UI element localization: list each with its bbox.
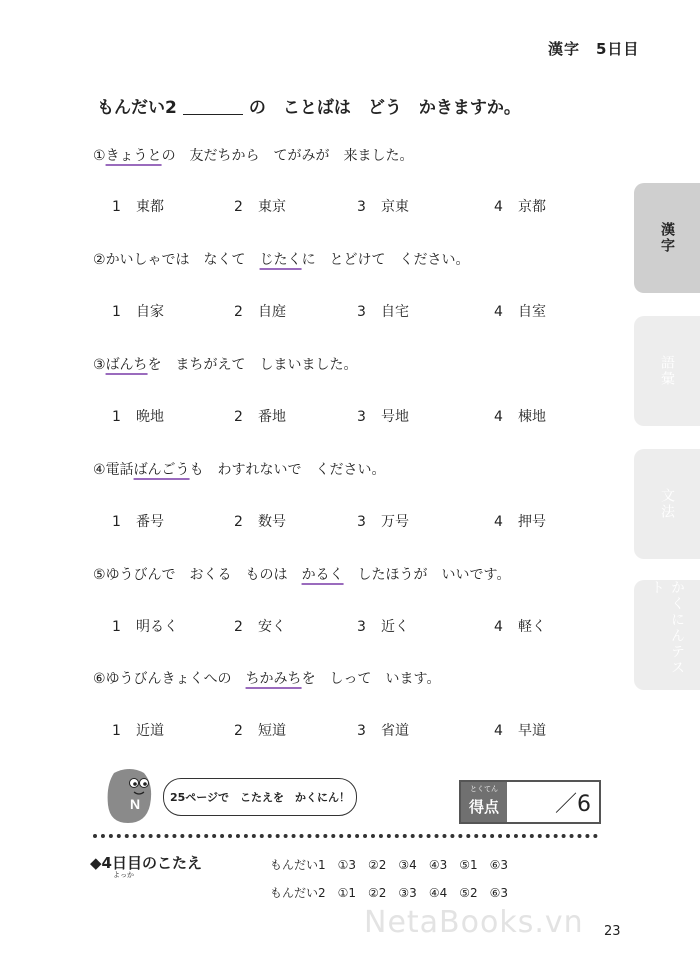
hint-bubble: 25ページで こたえを かくにん！ <box>163 778 357 816</box>
choice-label: 自室 <box>518 304 546 320</box>
choice-label: 晩地 <box>136 409 164 425</box>
question-text-post: に とどけて ください。 <box>301 252 470 268</box>
choice-5-3[interactable] <box>357 616 409 636</box>
question-number: ② <box>93 252 106 268</box>
choice-label: 短道 <box>258 723 286 739</box>
choice-label: 安く <box>258 619 286 635</box>
question-text-pre: ゆうびんきょくへの <box>105 671 246 687</box>
choice-3-3[interactable] <box>357 406 409 426</box>
question-5 <box>93 564 510 584</box>
choice-1-4[interactable] <box>494 196 546 216</box>
choice-4-2[interactable] <box>234 511 286 531</box>
choice-5-2[interactable] <box>234 616 286 636</box>
choice-number: 4 <box>494 619 503 635</box>
section-header: 漢字 5日目 <box>548 40 640 58</box>
mascot-letter: N <box>130 796 141 812</box>
score-ruby: とくてん <box>470 785 498 793</box>
choice-3-1[interactable] <box>112 406 164 426</box>
answers-title: ◆4日目のこたえ <box>90 854 202 872</box>
question-text-post: も わすれないで ください。 <box>189 462 386 478</box>
question-target-word: かるく <box>301 567 344 583</box>
choice-label: 番号 <box>136 514 164 530</box>
question-text-post: を まちがえて しまいました。 <box>147 357 358 373</box>
mondai-suffix: の ことばは どう かきますか。 <box>248 98 521 118</box>
choice-label: 号地 <box>381 409 409 425</box>
side-tab-bunpou[interactable]: 文法 <box>634 449 700 559</box>
choice-number: 3 <box>357 409 366 425</box>
choice-2-1[interactable] <box>112 301 164 321</box>
choice-label: 自家 <box>136 304 164 320</box>
choice-number: 1 <box>112 199 121 215</box>
choice-number: 1 <box>112 514 121 530</box>
question-target-word: じたく <box>259 252 302 268</box>
choice-label: 万号 <box>381 514 409 530</box>
choice-1-1[interactable] <box>112 196 164 216</box>
answers-ruby: よっか <box>113 871 134 879</box>
score-label-text: 得点 <box>468 798 499 816</box>
choice-number: 3 <box>357 304 366 320</box>
choice-number: 3 <box>357 619 366 635</box>
choice-label: 京東 <box>381 199 409 215</box>
question-4 <box>93 459 386 479</box>
question-target-word: ちかみち <box>245 671 302 687</box>
side-tab-goi[interactable]: 語彙 <box>634 316 700 426</box>
choice-number: 4 <box>494 723 503 739</box>
answer-row-1: もんだい1 ①3 ②2 ③4 ④3 ⑤1 ⑥3 <box>270 858 508 872</box>
choice-number: 2 <box>234 619 243 635</box>
question-number: ① <box>93 148 106 164</box>
choice-label: 番地 <box>258 409 286 425</box>
question-2 <box>93 249 470 269</box>
question-text-post: したほうが いいです。 <box>343 567 511 583</box>
question-number: ④ <box>93 462 106 478</box>
watermark-text: NetaBooks.vn <box>364 905 584 940</box>
choice-number: 3 <box>357 199 366 215</box>
choice-number: 2 <box>234 199 243 215</box>
choice-4-4[interactable] <box>494 511 546 531</box>
choice-2-4[interactable] <box>494 301 546 321</box>
choice-label: 省道 <box>381 723 409 739</box>
choice-label: 早道 <box>518 723 546 739</box>
page-number: 23 <box>604 924 621 939</box>
choice-number: 4 <box>494 199 503 215</box>
choice-number: 2 <box>234 514 243 530</box>
question-text-pre: 電話 <box>105 462 134 478</box>
choice-number: 1 <box>112 723 121 739</box>
score-label <box>461 782 507 822</box>
blank-line <box>183 114 243 115</box>
choice-number: 4 <box>494 304 503 320</box>
answer-row-2: もんだい2 ①1 ②2 ③3 ④4 ⑤2 ⑥3 <box>270 886 508 900</box>
choice-2-2[interactable] <box>234 301 286 321</box>
question-target-word: ばんち <box>105 357 148 373</box>
side-tab-kakunin-test[interactable]: かくにんテスト <box>634 580 700 690</box>
choice-label: 近く <box>381 619 409 635</box>
choice-5-1[interactable] <box>112 616 178 636</box>
choice-label: 押号 <box>518 514 546 530</box>
choice-label: 軽く <box>518 619 546 635</box>
choice-number: 1 <box>112 304 121 320</box>
question-text-pre: かいしゃでは なくて <box>105 252 260 268</box>
choice-6-2[interactable] <box>234 720 286 740</box>
question-number: ③ <box>93 357 106 373</box>
choice-number: 1 <box>112 409 121 425</box>
choice-4-1[interactable] <box>112 511 164 531</box>
question-number: ⑤ <box>93 567 106 583</box>
question-text-pre: ゆうびんで おくる ものは <box>105 567 302 583</box>
choice-1-3[interactable] <box>357 196 409 216</box>
choice-4-3[interactable] <box>357 511 409 531</box>
choice-number: 3 <box>357 723 366 739</box>
question-target-word: ばんごう <box>133 462 190 478</box>
score-value: ／6 <box>555 791 591 817</box>
choice-label: 自庭 <box>258 304 286 320</box>
choice-number: 2 <box>234 304 243 320</box>
question-1 <box>93 145 414 165</box>
choice-label: 数号 <box>258 514 286 530</box>
choice-label: 自宅 <box>381 304 409 320</box>
dotted-divider <box>93 834 598 838</box>
choice-number: 1 <box>112 619 121 635</box>
question-target-word: きょうと <box>105 148 162 164</box>
choice-label: 東都 <box>136 199 164 215</box>
choice-label: 京都 <box>518 199 546 215</box>
side-tab-kanji[interactable]: 漢字 <box>634 183 700 293</box>
choice-number: 2 <box>234 409 243 425</box>
choice-5-4[interactable] <box>494 616 546 636</box>
choice-3-4[interactable] <box>494 406 546 426</box>
question-text-post: の 友だちから てがみが 来ました。 <box>161 148 414 164</box>
choice-label: 近道 <box>136 723 164 739</box>
choice-number: 4 <box>494 514 503 530</box>
score-box <box>459 780 601 824</box>
choice-1-2[interactable] <box>234 196 286 216</box>
choice-number: 4 <box>494 409 503 425</box>
question-number: ⑥ <box>93 671 106 687</box>
choice-label: 東京 <box>258 199 286 215</box>
mondai-title <box>97 93 521 118</box>
choice-label: 明るく <box>136 619 178 635</box>
question-3 <box>93 354 358 374</box>
question-6 <box>93 668 440 688</box>
choice-6-3[interactable] <box>357 720 409 740</box>
choice-3-2[interactable] <box>234 406 286 426</box>
mascot-icon <box>104 765 156 825</box>
question-text-post: を しって います。 <box>301 671 441 687</box>
choice-number: 2 <box>234 723 243 739</box>
choice-6-4[interactable] <box>494 720 546 740</box>
choice-label: 棟地 <box>518 409 546 425</box>
choice-6-1[interactable] <box>112 720 164 740</box>
mondai-prefix: もんだい2 <box>97 98 177 118</box>
choice-2-3[interactable] <box>357 301 409 321</box>
choice-number: 3 <box>357 514 366 530</box>
